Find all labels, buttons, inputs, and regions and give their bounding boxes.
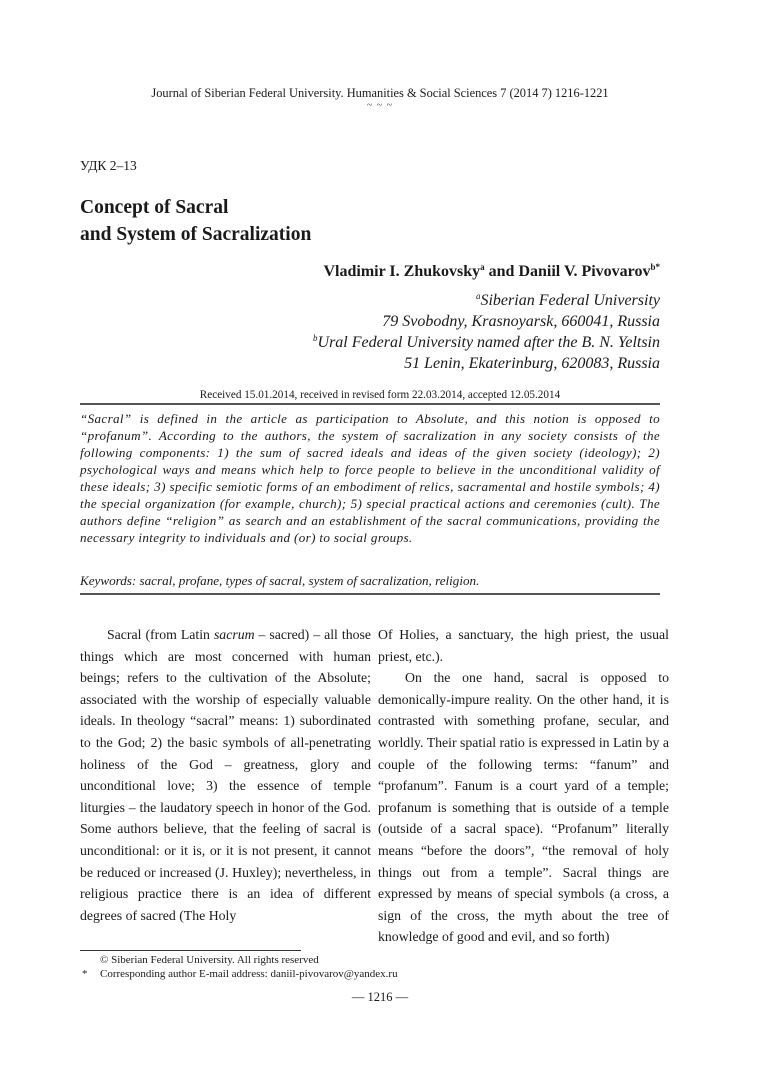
affiliation-a [382,286,660,333]
affiliation-b [313,328,660,375]
page-number: — 1216 — [351,990,409,1004]
affil-a-mark: a [475,291,481,301]
paragraph: Sacral (from Latin sacrum – sacred) – all those things which are most concerned with human beings; refers to the cultivation of the Absolute; associated with the worship of especially valuable ideals. In theology “sacral” means: 1) subordinated to the God; 2) the basic symbols of all-penetrating holiness of the God – greatness, glory and unconditional love; 3) the essence of temple liturgies – the laudatory speech in honor of the God. Some authors believe, that the feeling of sacral is unconditional: or it is, or it is not present, it cannot be reduced or increased (J. Huxley); nevertheless, in religious practice there is an idea of different degrees of sacred (The Holy [80,627,371,923]
article-title [80,194,311,248]
body-column-left [80,624,371,926]
footnote-corresponding-author: Corresponding author E-mail address: daniil-pivovarov@yandex.ru [100,968,398,980]
header-ornament: ~ ~ ~ [366,100,394,111]
author-2: Daniil V. Pivovarov [518,263,651,280]
title-line-1: Concept of Sacral [80,197,229,218]
abstract-top-rule [80,403,660,405]
body-column-right [378,624,669,948]
affil-b-name: Ural Federal University named after the B. N. Yeltsin [317,334,660,351]
affil-b-mark: b [313,333,318,343]
affil-b-address: 51 Lenin, Ekaterinburg, 620083, Russia [404,354,660,372]
footnote-copyright: © Siberian Federal University. All rights reserved [100,954,319,966]
affil-a-address: 79 Svobodny, Krasnoyarsk, 660041, Russia [382,312,660,330]
abstract-bottom-rule [80,593,660,595]
udk-code: УДК 2–13 [80,158,137,173]
paragraph-continued: Of Holies, a sanctuary, the high priest, the usual priest, etc.). [378,627,669,664]
author-1: Vladimir I. Zhukovsky [323,263,481,280]
footnote-mark: * [82,968,88,980]
affil-a-name: Siberian Federal University [480,292,660,309]
author-1-affil-mark: a [480,262,485,272]
received-dates: Received 15.01.2014, received in revised form 22.03.2014, accepted 12.05.2014 [199,389,561,401]
abstract: “Sacral” is defined in the article as participation to Absolute, and this notion is opposed to “profanum”. According to the authors, the system of sacralization in any society consists of the following components: 1) the sum of sacred ideals and ideas of the given society (ideology); 2) psychological ways and means which help to force people to believe in the unconditional validity of these ideals; 3) specific semiotic forms of an embodiment of relics, sacramental and hostile symbols; 4) the special organization (for example, church); 5) special practical actions and ceremonies (cult). The authors define “religion” as search and an establishment of the sacral communications, providing the necessary integrity to individuals and (or) to social groups. [80,411,660,545]
journal-header: Journal of Siberian Federal University. Humanities & Social Sciences 7 (2014 7) 1216-1221 [151,86,609,100]
authors-conjunction: and [484,263,519,280]
keywords: Keywords: sacral, profane, types of sacral, system of sacralization, religion. [80,573,480,588]
latin-term: sacrum [213,627,255,642]
footnote-rule [80,950,301,951]
title-line-2: and System of Sacralization [80,224,312,245]
paragraph: On the one hand, sacral is opposed to demonically-impure reality. On the other hand, it is contrasted with something profane, secular, and worldly. Their spatial ratio is expressed in Latin by a couple of the following terms: “fanum” and “profanum”. Fanum is a court yard of a temple; profanum is something that is outside of a temple (outside of a sacral space). “Profanum” literally means “before the doors”, “the removal of holy things out from a temple”. Sacral things are expressed by means of special symbols (a cross, a sign of the cross, the myth about the tree of knowledge of good and evil, and so forth) [378,670,669,945]
authors-line [324,262,661,281]
author-2-affil-mark: b* [650,262,660,272]
